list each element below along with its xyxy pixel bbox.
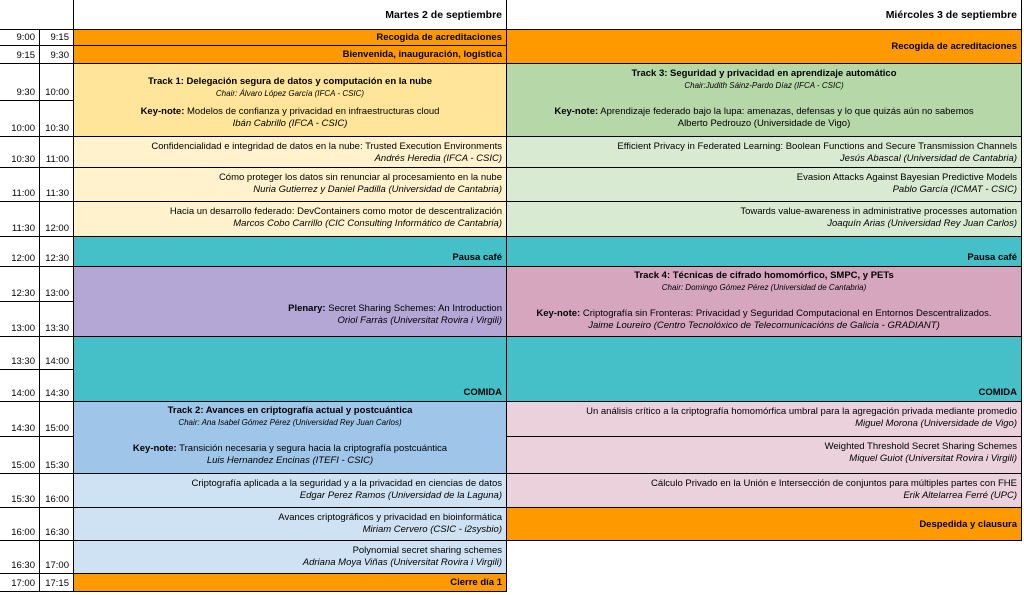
tue-plenary bbox=[74, 267, 507, 337]
time-start: 10:30 bbox=[0, 137, 40, 168]
plenary-title: Secret Sharing Schemes: An Introduction bbox=[325, 303, 502, 314]
tue-talk-1630 bbox=[74, 541, 507, 574]
wed-talk-1430 bbox=[507, 402, 1022, 437]
wed-talk-1030 bbox=[507, 137, 1022, 168]
time-end: 15:30 bbox=[40, 437, 74, 474]
time-end: 9:30 bbox=[40, 46, 74, 64]
plenary-speaker: Oriol Farràs (Universitat Rovira i Virgili) bbox=[337, 315, 502, 326]
track2-keynote-label: Key-note: bbox=[132, 443, 177, 454]
talk-title: Cómo proteger los datos sin renunciar al procesamiento en la nube bbox=[218, 172, 502, 183]
wed-track3 bbox=[507, 64, 1022, 137]
track1-keynote-title: Modelos de confianza y privacidad en infraestructuras cloud bbox=[184, 106, 440, 117]
track4-keynote-speaker: Jaime Loureiro (Centro Tecnolóxico de Telecomunicacións de Galicia - GRADIANT) bbox=[588, 320, 940, 331]
track1-title: Track 1: Delegación segura de datos y computación en la nube bbox=[147, 76, 433, 87]
talk-speaker: Erik Altelarrea Ferré (UPC) bbox=[903, 490, 1017, 501]
time-end: 14:00 bbox=[40, 337, 74, 370]
time-start: 13:30 bbox=[0, 337, 40, 370]
wed-pausa: Pausa café bbox=[507, 237, 1022, 267]
tue-track2 bbox=[74, 402, 507, 474]
tue-talk-1600 bbox=[74, 508, 507, 541]
time-start: 11:00 bbox=[0, 168, 40, 202]
wed-talk-1530 bbox=[507, 474, 1022, 508]
tue-recogida: Recogida de acreditaciones bbox=[74, 30, 507, 46]
talk-speaker: Adriana Moya Viñas (Universitat Rovira i Virgili) bbox=[302, 557, 502, 568]
time-start: 9:00 bbox=[0, 30, 40, 46]
track2-keynote-speaker: Luis Hernandez Encinas (ITEFI - CSIC) bbox=[206, 455, 374, 466]
day-header-wednesday: Miércoles 3 de septiembre bbox=[507, 0, 1022, 30]
time-end: 17:00 bbox=[40, 541, 74, 574]
track2-chair: Chair: Ana Isabel Gómez Pérez (Universidad Rey Juan Carlos) bbox=[178, 418, 402, 427]
time-end: 11:30 bbox=[40, 168, 74, 202]
time-start: 13:00 bbox=[0, 302, 40, 337]
time-start: 9:15 bbox=[0, 46, 40, 64]
time-start: 11:30 bbox=[0, 202, 40, 237]
time-start: 15:30 bbox=[0, 474, 40, 508]
time-end: 11:00 bbox=[40, 137, 74, 168]
time-start: 16:00 bbox=[0, 508, 40, 541]
wed-talk-1100 bbox=[507, 168, 1022, 202]
track4-keynote-title: Criptografía sin Fronteras: Privacidad y Seguridad Computacional en Entornos Descentralizados. bbox=[580, 308, 992, 319]
time-start: 10:00 bbox=[0, 101, 40, 137]
talk-title: Towards value-awareness in administrative processes automation bbox=[740, 206, 1017, 217]
track3-keynote-title: Aprendizaje federado bajo la lupa: amenazas, defensas y lo que quizás aún no sabemos bbox=[598, 106, 974, 117]
talk-speaker: Andrés Heredia (IFCA - CSIC) bbox=[374, 153, 502, 164]
tue-talk-1530 bbox=[74, 474, 507, 508]
time-end: 10:00 bbox=[40, 64, 74, 101]
talk-speaker: Pablo García (ICMAT - CSIC) bbox=[892, 184, 1017, 195]
track1-keynote-speaker: Ibán Cabrillo (IFCA - CSIC) bbox=[232, 118, 348, 129]
day-header-tuesday: Martes 2 de septiembre bbox=[74, 0, 507, 30]
tue-track1 bbox=[74, 64, 507, 137]
time-start: 14:30 bbox=[0, 402, 40, 437]
time-end: 12:00 bbox=[40, 202, 74, 237]
talk-speaker: Miriam Cervero (CSIC - i2sysbio) bbox=[362, 524, 502, 535]
time-end: 12:30 bbox=[40, 237, 74, 267]
time-end: 15:00 bbox=[40, 402, 74, 437]
track4-keynote-label: Key-note: bbox=[536, 308, 581, 319]
track2-keynote-title: Transición necesaria y segura hacia la criptografía postcuántica bbox=[176, 443, 448, 454]
talk-speaker: Joaquín Arias (Universidad Rey Juan Carlos) bbox=[827, 218, 1017, 229]
wed-recogida: Recogida de acreditaciones bbox=[507, 30, 1022, 64]
tue-bienvenida: Bienvenida, inauguración, logística bbox=[74, 46, 507, 64]
time-end: 16:30 bbox=[40, 508, 74, 541]
wed-comida: COMIDA bbox=[507, 337, 1022, 402]
talk-title: Criptografía aplicada a la seguridad y a la privacidad en ciencias de datos bbox=[191, 478, 502, 489]
talk-title: Avances criptográficos y privacidad en bioinformática bbox=[278, 512, 502, 523]
track3-keynote-speaker: Alberto Pedrouzo (Universidade de Vigo) bbox=[677, 118, 851, 129]
time-end: 9:15 bbox=[40, 30, 74, 46]
talk-speaker: Miquel Guiot (Universitat Rovira i Virgili) bbox=[849, 453, 1017, 464]
tue-cierre: Cierre día 1 bbox=[74, 574, 507, 592]
talk-title: Un análisis crítico a la criptografía homomórfica umbral para la agregación privada mediante promedio bbox=[586, 406, 1017, 417]
time-end: 17:15 bbox=[40, 574, 74, 592]
tue-talk-1030 bbox=[74, 137, 507, 168]
talk-title: Evasion Attacks Against Bayesian Predictive Models bbox=[796, 172, 1017, 183]
time-start: 9:30 bbox=[0, 64, 40, 101]
plenary-label: Plenary: bbox=[288, 303, 326, 314]
talk-speaker: Miguel Morona (Universidade de Vigo) bbox=[855, 418, 1017, 429]
track3-title: Track 3: Seguridad y privacidad en aprendizaje automático bbox=[631, 68, 897, 79]
time-end: 13:00 bbox=[40, 267, 74, 302]
talk-title: Confidencialidad e integridad de datos en la nube: Trusted Execution Environments bbox=[151, 141, 502, 152]
wed-talk-1500 bbox=[507, 437, 1022, 474]
tue-talk-1130 bbox=[74, 202, 507, 237]
wed-track4 bbox=[507, 267, 1022, 337]
time-end: 16:00 bbox=[40, 474, 74, 508]
track3-chair: Chair:Judith Sáinz-Pardo Díaz (IFCA - CSIC) bbox=[684, 81, 844, 90]
time-start: 16:30 bbox=[0, 541, 40, 574]
tue-comida: COMIDA bbox=[74, 337, 507, 402]
time-start: 12:30 bbox=[0, 267, 40, 302]
wed-talk-1130 bbox=[507, 202, 1022, 237]
talk-title: Polynomial secret sharing schemes bbox=[352, 545, 502, 556]
tue-talk-1100 bbox=[74, 168, 507, 202]
track1-chair: Chair: Álvaro López García (IFCA - CSIC) bbox=[215, 89, 365, 98]
tue-pausa: Pausa café bbox=[74, 237, 507, 267]
wed-despedida: Despedida y clausura bbox=[507, 508, 1022, 541]
track4-chair: Chair: Domingo Gómez Pérez (Universidad de Cantabria) bbox=[661, 283, 867, 292]
time-start: 12:00 bbox=[0, 237, 40, 267]
talk-speaker: Nuria Gutierrez y Daniel Padilla (Universidad de Cantabria) bbox=[253, 184, 502, 195]
talk-speaker: Jesús Abascal (Universidad de Cantabria) bbox=[839, 153, 1017, 164]
talk-speaker: Marcos Cobo Carrillo (CIC Consulting Informático de Cantabria) bbox=[233, 218, 502, 229]
time-start: 17:00 bbox=[0, 574, 40, 592]
talk-speaker: Edgar Perez Ramos (Universidad de la Laguna) bbox=[299, 490, 502, 501]
talk-title: Hacia un desarrollo federado: DevContainers como motor de descentralización bbox=[169, 206, 502, 217]
talk-title: Cálculo Privado en la Unión e Intersección de conjuntos para múltiples partes con FHE bbox=[651, 478, 1017, 489]
time-end: 10:30 bbox=[40, 101, 74, 137]
track1-keynote-label: Key-note: bbox=[140, 106, 185, 117]
talk-title: Efficient Privacy in Federated Learning: Boolean Functions and Secure Transmission Channels bbox=[617, 141, 1017, 152]
time-start: 15:00 bbox=[0, 437, 40, 474]
track4-title: Track 4: Técnicas de cifrado homomórfico, SMPC, y PETs bbox=[634, 270, 894, 281]
track3-keynote-label: Key-note: bbox=[554, 106, 599, 117]
time-end: 14:30 bbox=[40, 370, 74, 402]
time-end: 13:30 bbox=[40, 302, 74, 337]
talk-title: Weighted Threshold Secret Sharing Schemes bbox=[824, 441, 1017, 452]
track2-title: Track 2: Avances en criptografía actual y postcuántica bbox=[167, 405, 413, 416]
time-start: 14:00 bbox=[0, 370, 40, 402]
